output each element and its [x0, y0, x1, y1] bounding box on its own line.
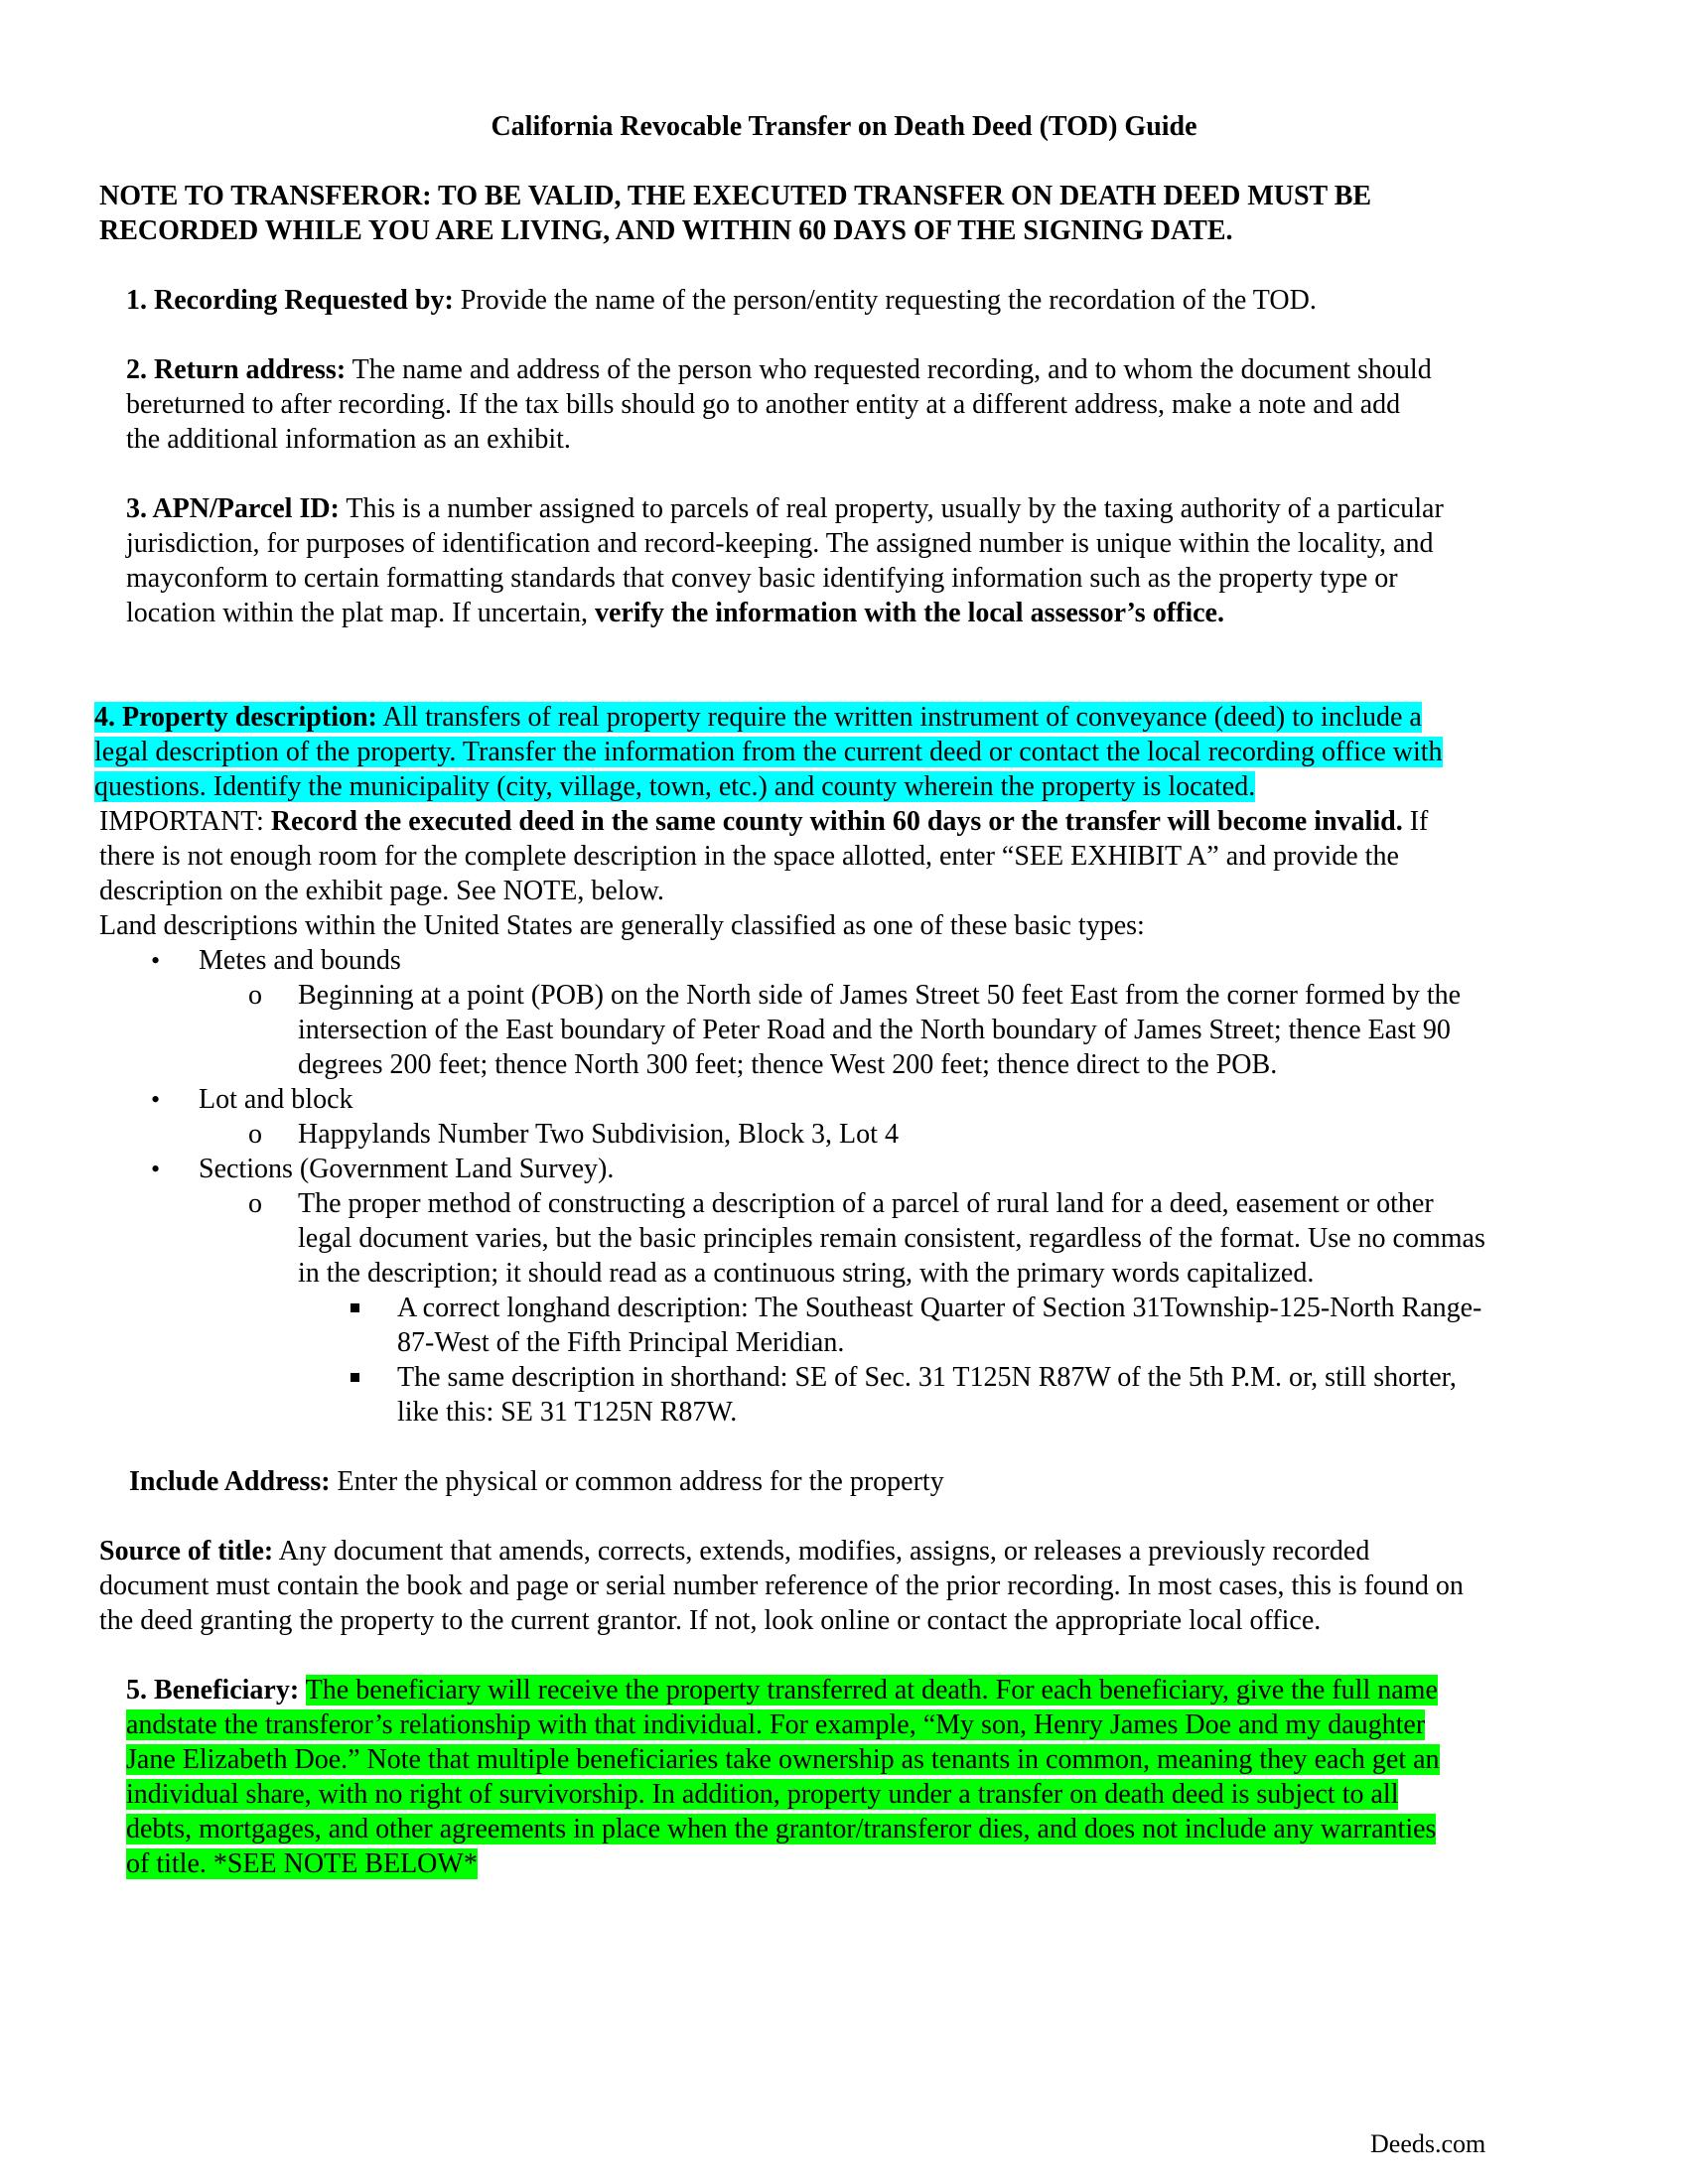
land-descriptions-intro: Land descriptions within the United States are generally classified as one of these basic types: — [99, 910, 1145, 941]
page-title: California Revocable Transfer on Death Deed (TOD) Guide — [491, 111, 1197, 142]
section-2-line-1 — [126, 352, 1432, 387]
section-5-text-3: Jane Elizabeth Doe.” Note that multiple beneficiaries take ownership as tenants in common, meaning they each get an — [126, 1744, 1440, 1775]
include-address — [129, 1464, 944, 1499]
bullet-dot-icon: • — [151, 946, 161, 975]
section-5-text-4: individual share, with no right of survivorship. In addition, property under a transfer on death deed is subject to all — [126, 1779, 1399, 1810]
source-of-title-line-3: the deed granting the property to the current grantor. If not, look online or contact the appropriate local office. — [99, 1605, 1322, 1636]
section-5-text-6: of title. *SEE NOTE BELOW* — [126, 1848, 478, 1879]
source-of-title-line-1 — [99, 1534, 1369, 1569]
section-3-text-1: This is a number assigned to parcels of real property, usually by the taxing authority of a particular — [339, 493, 1444, 524]
section-2-text-1: The name and address of the person who requested recording, and to whom the document should — [346, 354, 1432, 385]
sections-text-line-3: in the description; it should read as a continuous string, with the primary words capitalized. — [298, 1258, 1315, 1289]
source-of-title-line-2: document must contain the book and page or serial number reference of the prior recording. In most cases, this is found on — [99, 1570, 1464, 1601]
section-5-text-5: debts, mortgages, and other agreements in place when the grantor/transferor dies, and does not include any warranties — [126, 1814, 1437, 1844]
section-5-line-2 — [126, 1707, 1425, 1742]
section-5-line-5 — [126, 1812, 1436, 1846]
important-line-3: description on the exhibit page. See NOTE, below. — [99, 876, 664, 906]
section-3-line-4 — [126, 596, 1224, 630]
section-4-line-3 — [94, 769, 1255, 804]
section-2-line-3: the additional information as an exhibit. — [126, 424, 571, 455]
metes-example-line-1: Beginning at a point (POB) on the North side of James Street 50 feet East from the corner formed by the — [298, 980, 1462, 1011]
section-4-text-1: All transfers of real property require the written instrument of conveyance (deed) to include a — [376, 702, 1422, 733]
bullet-dot-icon: • — [151, 1085, 161, 1114]
transferor-note-line-1: NOTE TO TRANSFEROR: TO BE VALID, THE EXECUTED TRANSFER ON DEATH DEED MUST BE — [99, 181, 1372, 211]
circle-bullet-icon: o — [248, 980, 262, 1011]
shorthand-line-1: The same description in shorthand: SE of Sec. 31 T125N R87W of the 5th P.M. or, still shorter, — [397, 1362, 1457, 1393]
section-1-label: 1. Recording Requested by: — [126, 285, 454, 316]
section-4-line-2 — [94, 735, 1443, 769]
include-address-text: Enter the physical or common address for the property — [330, 1466, 944, 1497]
important-line-1 — [99, 804, 1428, 839]
section-3-line-3: mayconform to certain formatting standards that convey basic identifying information such as the property type or — [126, 563, 1398, 594]
section-3-verify-bold: verify the information with the local assessor’s office. — [594, 598, 1224, 628]
section-2-line-2: bereturned to after recording. If the tax bills should go to another entity at a different address, make a note and add — [126, 389, 1401, 420]
section-1-recording-requested — [126, 283, 1317, 318]
shorthand-line-2: like this: SE 31 T125N R87W. — [397, 1397, 738, 1428]
important-line-2: there is not enough room for the complete description in the space allotted, enter “SEE EXHIBIT A” and provide the — [99, 841, 1399, 872]
bullet-sections: Sections (Government Land Survey). — [199, 1154, 615, 1184]
section-3-line-2: jurisdiction, for purposes of identification and record-keeping. The assigned number is unique within the locality, and — [126, 528, 1434, 559]
important-bold-text: Record the executed deed in the same county within 60 days or the transfer will become invalid. — [270, 806, 1403, 837]
section-4-text-3: questions. Identify the municipality (city, village, town, etc.) and county wherein the property is located. — [94, 771, 1256, 802]
square-bullet-icon — [351, 1303, 359, 1312]
important-after: If — [1402, 806, 1429, 837]
sections-text-line-1: The proper method of constructing a description of a parcel of rural land for a deed, easement or other — [298, 1188, 1434, 1219]
section-2-label: 2. Return address: — [126, 354, 347, 385]
metes-example-line-2: intersection of the East boundary of Peter Road and the North boundary of James Street; thence East 90 — [298, 1015, 1451, 1045]
include-address-label: Include Address: — [129, 1466, 331, 1497]
section-5-text-1: The beneficiary will receive the property transferred at death. For each beneficiary, give the full name — [305, 1675, 1438, 1706]
section-4-label: 4. Property description: — [94, 702, 377, 733]
section-3-text-4: location within the plat map. If uncertain, — [126, 598, 595, 628]
longhand-line-2: 87-West of the Fifth Principal Meridian. — [397, 1327, 845, 1358]
section-4-text-2: legal description of the property. Transfer the information from the current deed or contact the local recording office with — [94, 737, 1443, 767]
sections-text-line-2: legal document varies, but the basic principles remain consistent, regardless of the format. Use no commas — [298, 1223, 1485, 1254]
section-1-text: Provide the name of the person/entity requesting the recordation of the TOD. — [453, 285, 1317, 316]
section-5-line-1 — [126, 1673, 1438, 1707]
source-of-title-text-1: Any document that amends, corrects, extends, modifies, assigns, or releases a previously recorded — [273, 1536, 1370, 1567]
square-bullet-icon — [351, 1373, 359, 1382]
bullet-metes-and-bounds: Metes and bounds — [199, 945, 401, 976]
bullet-dot-icon: • — [151, 1155, 161, 1183]
lot-block-example: Happylands Number Two Subdivision, Block 3, Lot 4 — [298, 1119, 899, 1150]
circle-bullet-icon: o — [248, 1119, 262, 1150]
section-3-line-1 — [126, 491, 1444, 526]
section-5-label: 5. Beneficiary: — [126, 1675, 300, 1706]
section-5-text-2: andstate the transferor’s relationship with that individual. For example, “My son, Henry James Doe and my daughter — [126, 1709, 1426, 1740]
section-4-line-1 — [94, 700, 1422, 735]
section-5-line-6 — [126, 1846, 478, 1881]
important-label: IMPORTANT: — [99, 806, 271, 837]
section-5-line-3 — [126, 1742, 1440, 1777]
section-5-line-4 — [126, 1777, 1398, 1812]
metes-example-line-3: degrees 200 feet; thence North 300 feet; thence West 200 feet; thence direct to the POB. — [298, 1049, 1278, 1080]
bullet-lot-and-block: Lot and block — [199, 1084, 353, 1115]
footer-brand: Deeds.com — [1370, 2129, 1486, 2158]
section-3-label: 3. APN/Parcel ID: — [126, 493, 340, 524]
circle-bullet-icon: o — [248, 1188, 262, 1219]
source-of-title-label: Source of title: — [99, 1536, 274, 1567]
transferor-note-line-2: RECORDED WHILE YOU ARE LIVING, AND WITHIN 60 DAYS OF THE SIGNING DATE. — [99, 215, 1233, 246]
longhand-line-1: A correct longhand description: The Southeast Quarter of Section 31Township-125-North Range- — [397, 1293, 1482, 1323]
